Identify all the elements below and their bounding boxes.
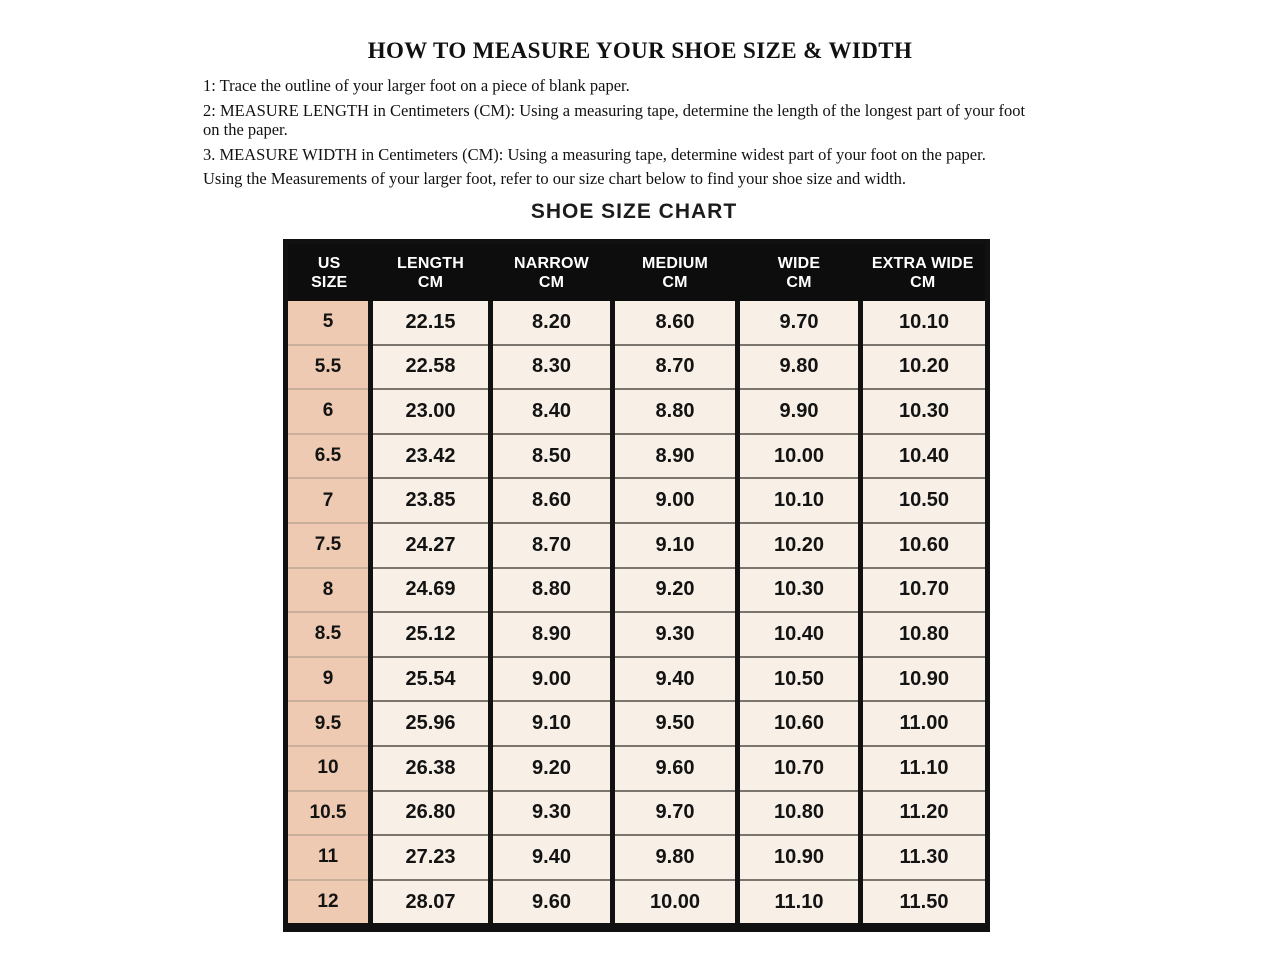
us-size-cell: 12 <box>286 880 371 928</box>
measurement-cell: 27.23 <box>371 835 491 880</box>
instruction-step-3: 3. MEASURE WIDTH in Centimeters (CM): Using a measuring tape, determine widest part of your foot on the paper. <box>203 144 986 164</box>
measurement-cell: 24.69 <box>371 568 491 613</box>
measurement-cell: 23.00 <box>371 389 491 434</box>
us-size-cell: 5 <box>286 301 371 345</box>
measurement-cell: 25.12 <box>371 612 491 657</box>
table-row <box>286 568 988 613</box>
size-chart-container <box>283 239 985 932</box>
column-header-line2: CM <box>417 273 444 291</box>
column-header-extra-wide <box>861 242 988 302</box>
us-size-cell: 6.5 <box>286 434 371 479</box>
column-header-line2: CM <box>786 273 812 291</box>
measurement-cell: 10.20 <box>738 523 861 568</box>
measurement-cell: 8.90 <box>491 612 613 657</box>
measurement-cell: 9.30 <box>491 791 613 836</box>
us-size-cell: 6 <box>286 389 371 434</box>
measurement-cell: 10.60 <box>738 701 861 746</box>
instructions-block <box>203 76 1043 194</box>
column-header-line1: LENGTH <box>397 254 464 272</box>
shoe-size-table <box>283 239 990 932</box>
measurement-cell: 10.50 <box>738 657 861 702</box>
measurement-cell: 9.10 <box>613 523 738 568</box>
measurement-cell: 8.80 <box>491 568 613 613</box>
measurement-cell: 28.07 <box>371 880 491 928</box>
measurement-cell: 9.40 <box>491 835 613 880</box>
table-header <box>286 242 988 302</box>
table-row <box>286 657 988 702</box>
column-header-line1: US <box>317 254 341 272</box>
measurement-cell: 8.30 <box>491 345 613 390</box>
measurement-cell: 8.70 <box>613 345 738 390</box>
measurement-cell: 25.96 <box>371 701 491 746</box>
us-size-cell: 7 <box>286 478 371 523</box>
instruction-step-1: 1: Trace the outline of your larger foot on a piece of blank paper. <box>203 76 630 95</box>
table-row <box>286 478 988 523</box>
measurement-cell: 9.00 <box>491 657 613 702</box>
measurement-cell: 11.20 <box>861 791 988 836</box>
table-row <box>286 434 988 479</box>
measurement-cell: 8.70 <box>491 523 613 568</box>
measurement-cell: 10.00 <box>738 434 861 479</box>
us-size-cell: 11 <box>286 835 371 880</box>
measurement-cell: 8.60 <box>613 301 738 345</box>
measurement-cell: 10.00 <box>613 880 738 928</box>
column-header-line1: MEDIUM <box>641 254 709 272</box>
measurement-cell: 10.70 <box>738 746 861 791</box>
measurement-cell: 8.80 <box>613 389 738 434</box>
table-row <box>286 880 988 928</box>
measurement-cell: 8.90 <box>613 434 738 479</box>
measurement-cell: 10.50 <box>861 478 988 523</box>
measurement-cell: 23.85 <box>371 478 491 523</box>
measurement-cell: 9.60 <box>613 746 738 791</box>
us-size-cell: 8 <box>286 568 371 613</box>
measurement-cell: 10.70 <box>861 568 988 613</box>
chart-heading: SHOE SIZE CHART <box>530 200 738 223</box>
measurement-cell: 8.40 <box>491 389 613 434</box>
table-row <box>286 612 988 657</box>
measurement-cell: 25.54 <box>371 657 491 702</box>
table-row <box>286 701 988 746</box>
measurement-cell: 10.80 <box>738 791 861 836</box>
measurement-cell: 11.00 <box>861 701 988 746</box>
us-size-cell: 9 <box>286 657 371 702</box>
column-header-us-size <box>286 242 371 302</box>
page-title: HOW TO MEASURE YOUR SHOE SIZE & WIDTH <box>367 38 913 63</box>
measurement-cell: 9.50 <box>613 701 738 746</box>
column-header-line2: CM <box>538 273 565 291</box>
measurement-cell: 9.60 <box>491 880 613 928</box>
measurement-cell: 10.10 <box>738 478 861 523</box>
measurement-cell: 10.30 <box>861 389 988 434</box>
us-size-cell: 7.5 <box>286 523 371 568</box>
column-header-line1: WIDE <box>777 254 821 272</box>
measurement-cell: 9.20 <box>491 746 613 791</box>
us-size-cell: 10 <box>286 746 371 791</box>
table-row <box>286 389 988 434</box>
table-row <box>286 523 988 568</box>
measurement-cell: 9.80 <box>738 345 861 390</box>
column-header-medium <box>613 242 738 302</box>
us-size-cell: 8.5 <box>286 612 371 657</box>
us-size-cell: 9.5 <box>286 701 371 746</box>
measurement-cell: 9.30 <box>613 612 738 657</box>
measurement-cell: 10.60 <box>861 523 988 568</box>
measurement-cell: 26.38 <box>371 746 491 791</box>
size-table-body <box>286 301 988 928</box>
column-header-wide <box>738 242 861 302</box>
measurement-cell: 22.15 <box>371 301 491 345</box>
measurement-cell: 22.58 <box>371 345 491 390</box>
us-size-cell: 5.5 <box>286 345 371 390</box>
column-header-length <box>371 242 491 302</box>
measurement-cell: 10.90 <box>861 657 988 702</box>
measurement-cell: 9.70 <box>738 301 861 345</box>
column-header-line2: SIZE <box>311 273 348 291</box>
measurement-cell: 10.30 <box>738 568 861 613</box>
column-header-narrow <box>491 242 613 302</box>
measurement-cell: 11.30 <box>861 835 988 880</box>
column-header-line2: CM <box>910 273 936 291</box>
measurement-cell: 11.10 <box>861 746 988 791</box>
column-header-line1: NARROW <box>514 254 589 272</box>
measurement-cell: 10.90 <box>738 835 861 880</box>
measurement-cell: 8.60 <box>491 478 613 523</box>
measurement-cell: 9.40 <box>613 657 738 702</box>
measurement-cell: 9.70 <box>613 791 738 836</box>
column-header-line2: CM <box>662 273 688 291</box>
measurement-cell: 9.00 <box>613 478 738 523</box>
measurement-cell: 26.80 <box>371 791 491 836</box>
measurement-cell: 10.40 <box>861 434 988 479</box>
measurement-cell: 9.20 <box>613 568 738 613</box>
measurement-cell: 23.42 <box>371 434 491 479</box>
us-size-cell: 10.5 <box>286 791 371 836</box>
instruction-note: Using the Measurements of your larger foot, refer to our size chart below to find your shoe size and width. <box>203 169 907 188</box>
measurement-cell: 8.20 <box>491 301 613 345</box>
column-header-line1: EXTRA WIDE <box>871 254 974 272</box>
measurement-cell: 11.50 <box>861 880 988 928</box>
table-row <box>286 746 988 791</box>
instruction-step-2: 2: MEASURE LENGTH in Centimeters (CM): Using a measuring tape, determine the length of the longest part of your foot on the paper. <box>203 100 1026 139</box>
table-row <box>286 345 988 390</box>
measurement-cell: 10.80 <box>861 612 988 657</box>
measurement-cell: 24.27 <box>371 523 491 568</box>
measurement-cell: 10.40 <box>738 612 861 657</box>
measurement-cell: 8.50 <box>491 434 613 479</box>
measurement-cell: 9.10 <box>491 701 613 746</box>
table-row <box>286 835 988 880</box>
measurement-cell: 9.90 <box>738 389 861 434</box>
measurement-cell: 9.80 <box>613 835 738 880</box>
table-row <box>286 791 988 836</box>
measurement-cell: 10.20 <box>861 345 988 390</box>
measurement-cell: 10.10 <box>861 301 988 345</box>
table-row <box>286 301 988 345</box>
measurement-cell: 11.10 <box>738 880 861 928</box>
